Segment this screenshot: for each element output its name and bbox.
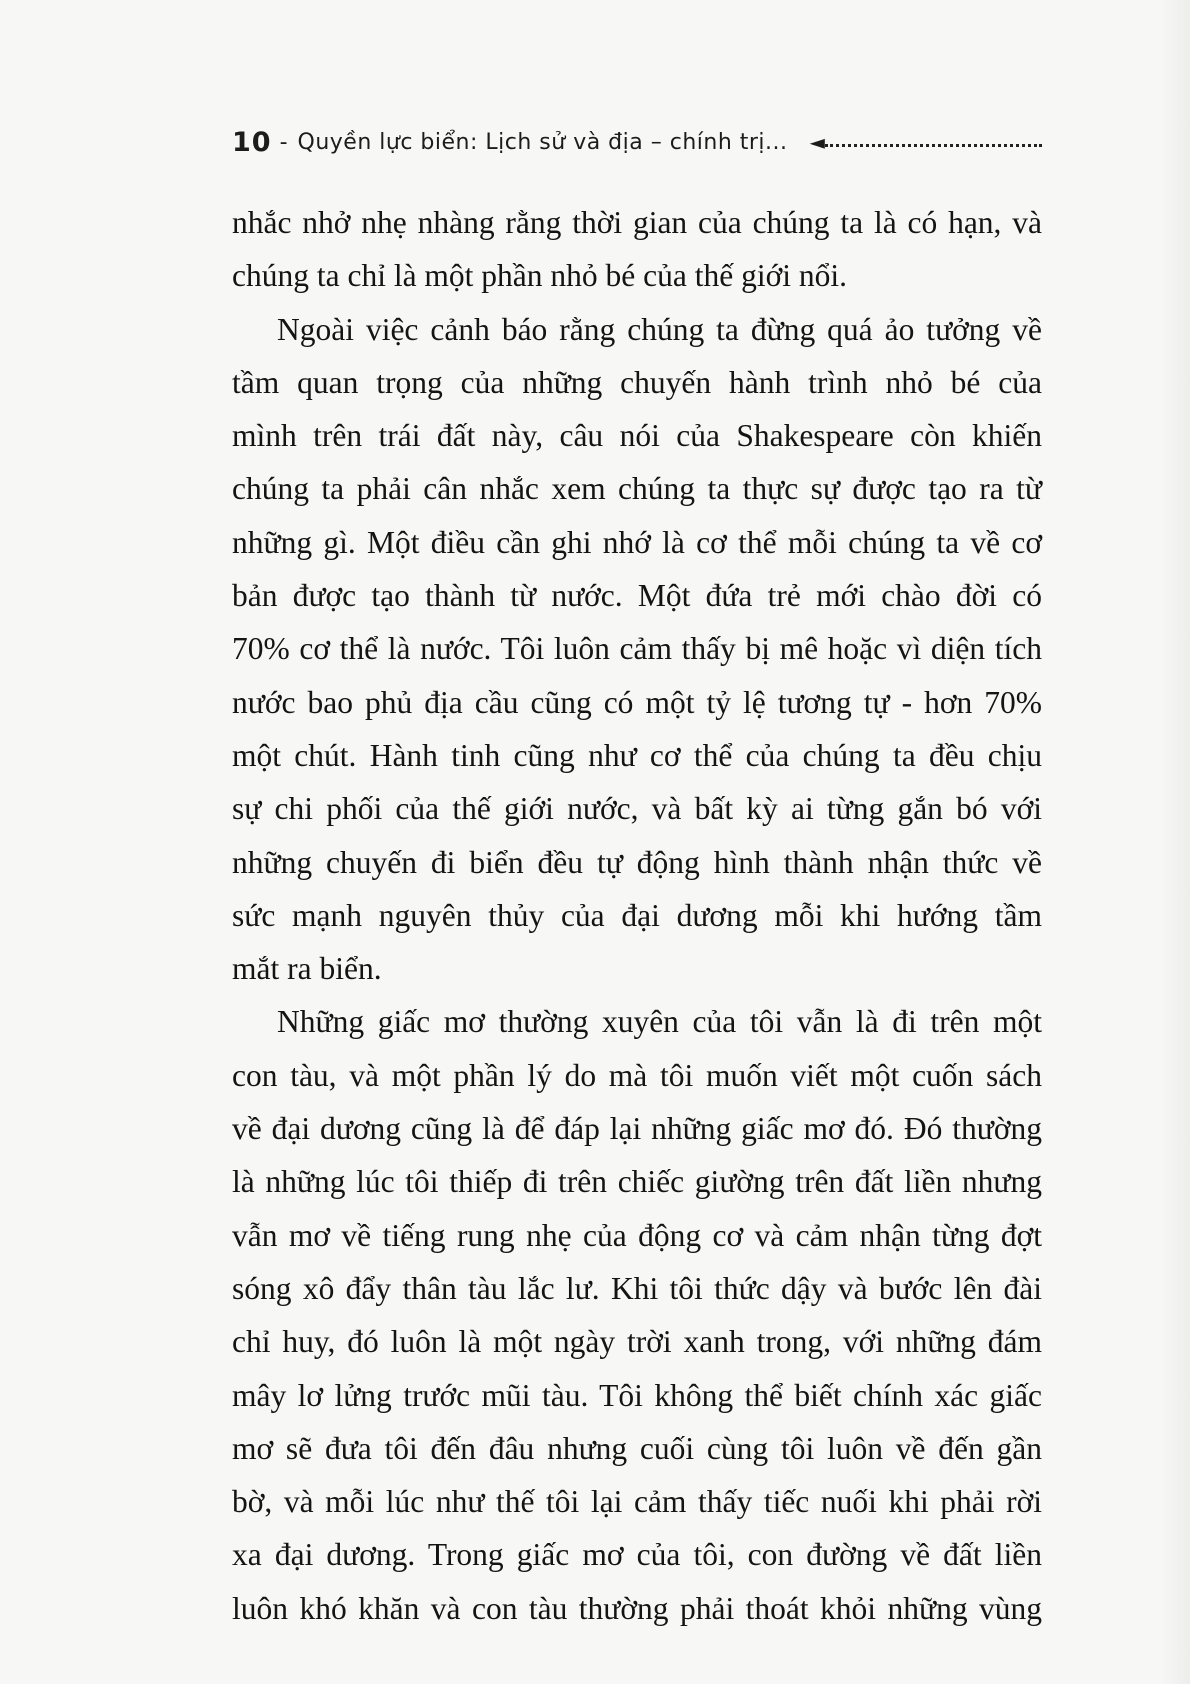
text-line: vẫn mơ về tiếng rung nhẹ của động cơ và cảm nhận từng đợt: [232, 1217, 1042, 1253]
page-edge-shadow: [1160, 0, 1190, 1684]
text-line: bờ, và mỗi lúc như thế tôi lại cảm thấy tiếc nuối khi phải rời: [232, 1484, 1042, 1520]
text-line: một chút. Hành tinh cũng như cơ thể của chúng ta đều chịu: [232, 737, 1042, 773]
text-line: về đại dương cũng là để đáp lại những giấc mơ đó. Đó thường: [232, 1111, 1042, 1147]
text-line: là những lúc tôi thiếp đi trên chiếc giường trên đất liền nhưng: [232, 1164, 1042, 1200]
text-line: nước bao phủ địa cầu cũng có một tỷ lệ tương tự - hơn 70%: [232, 684, 1042, 720]
text-line: mắt ra biển.: [232, 951, 382, 987]
text-line: Ngoài việc cảnh báo rằng chúng ta đừng quá ảo tưởng về: [277, 311, 1042, 347]
body-text: [232, 196, 1042, 1635]
text-line: mây lơ lửng trước mũi tàu. Tôi không thể biết chính xác giấc: [232, 1377, 1042, 1413]
text-line: sóng xô đẩy thân tàu lắc lư. Khi tôi thức dậy và bước lên đài: [232, 1270, 1042, 1306]
text-line: những gì. Một điều cần ghi nhớ là cơ thể mỗi chúng ta về cơ: [232, 524, 1042, 560]
text-line: mơ sẽ đưa tôi đến đâu nhưng cuối cùng tôi luôn về đến gần: [232, 1430, 1042, 1466]
text-line: chúng ta phải cân nhắc xem chúng ta thực sự được tạo ra từ: [232, 471, 1042, 507]
text-line: con tàu, và một phần lý do mà tôi muốn viết một cuốn sách: [232, 1057, 1042, 1093]
text-line: mình trên trái đất này, câu nói của Shakespeare còn khiến: [232, 418, 1042, 454]
arrow-left-icon: ◄: [809, 130, 825, 154]
book-title: Quyền lực biển: Lịch sử và địa – chính trị...: [297, 129, 788, 155]
text-line: xa đại dương. Trong giấc mơ của tôi, con đường về đất liền: [232, 1537, 1042, 1573]
text-line: luôn khó khăn và con tàu thường phải thoát khỏi những vùng: [232, 1590, 1042, 1626]
text-line: bản được tạo thành từ nước. Một đứa trẻ mới chào đời có: [232, 578, 1042, 614]
text-line: nhắc nhở nhẹ nhàng rằng thời gian của chúng ta là có hạn, và: [232, 205, 1042, 240]
text-line: Những giấc mơ thường xuyên của tôi vẫn là đi trên một: [277, 1004, 1042, 1040]
running-header: [232, 122, 1042, 162]
text-line: những chuyến đi biển đều tự động hình thành nhận thức về: [232, 844, 1042, 880]
text-line: tầm quan trọng của những chuyến hành trình nhỏ bé của: [232, 364, 1042, 400]
header-ornament: [810, 132, 1042, 152]
text-line: sự chi phối của thế giới nước, và bất kỳ ai từng gắn bó với: [232, 791, 1042, 827]
dotted-rule: [825, 144, 1042, 147]
header-separator: -: [279, 129, 288, 155]
text-line: chúng ta chỉ là một phần nhỏ bé của thế giới nổi.: [232, 258, 848, 294]
text-line: chỉ huy, đó luôn là một ngày trời xanh trong, với những đám: [232, 1324, 1042, 1360]
text-line: 70% cơ thể là nước. Tôi luôn cảm thấy bị mê hoặc vì diện tích: [232, 631, 1042, 667]
text-line: sức mạnh nguyên thủy của đại dương mỗi khi hướng tầm: [232, 897, 1042, 933]
page-number: 10: [232, 126, 272, 158]
